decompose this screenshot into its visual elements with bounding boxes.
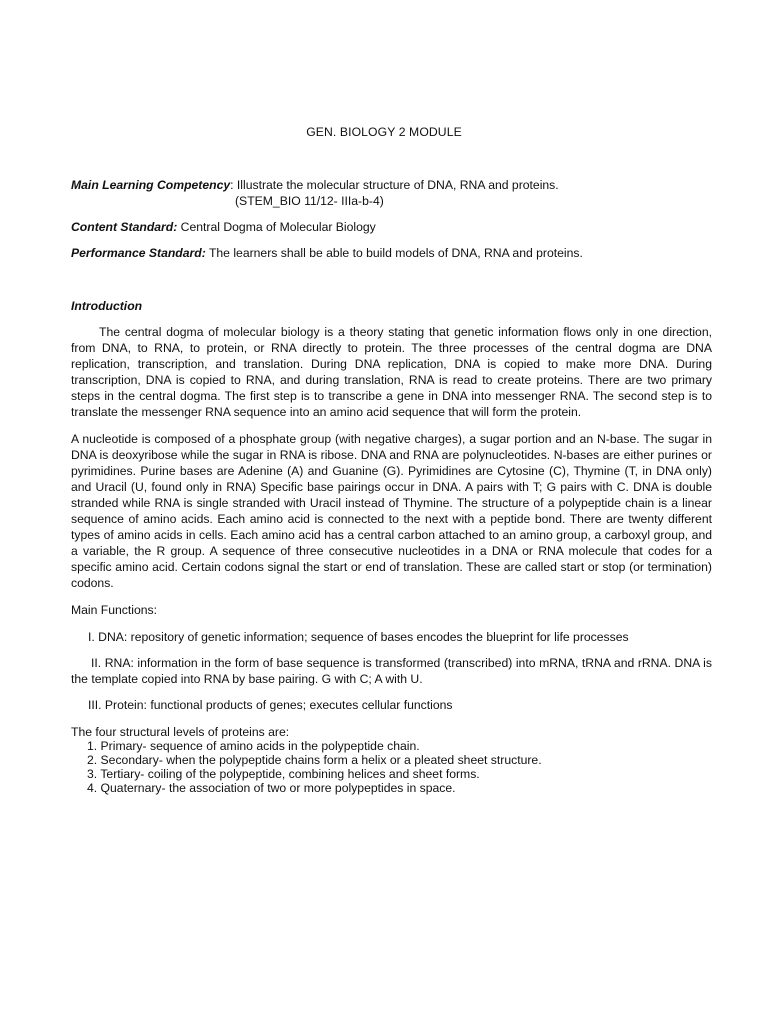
main-functions-heading: Main Functions: [71, 603, 158, 617]
performance-standard-text: The learners shall be able to build models of DNA, RNA and proteins. [205, 246, 583, 260]
competency-line [71, 177, 712, 193]
list-item: 1. Primary- sequence of amino acids in the polypeptide chain. [87, 739, 420, 753]
competency-section [71, 177, 712, 209]
performance-standard-label: Performance Standard: [71, 246, 206, 260]
function-dna: I. DNA: repository of genetic information; sequence of bases encodes the blueprint for life processes [88, 630, 629, 644]
protein-levels-section [71, 725, 712, 795]
competency-text: : Illustrate the molecular structure of DNA, RNA and proteins. [230, 178, 559, 192]
introduction-heading: Introduction [71, 299, 143, 313]
content-standard [71, 219, 712, 235]
list-item: 4. Quaternary- the association of two or more polypeptides in space. [87, 781, 456, 795]
content-standard-label: Content Standard: [71, 220, 178, 234]
list-item: 3. Tertiary- coiling of the polypeptide, combining helices and sheet forms. [87, 767, 480, 781]
competency-code: (STEM_BIO 11/12- IIIa-b-4) [235, 194, 384, 208]
protein-levels-list [71, 739, 712, 795]
function-protein: III. Protein: functional products of genes; executes cellular functions [88, 698, 453, 712]
list-item: 2. Secondary- when the polypeptide chains form a helix or a pleated sheet structure. [87, 753, 542, 767]
protein-levels-heading: The four structural levels of proteins are: [71, 725, 290, 739]
performance-standard [71, 245, 712, 261]
introduction-paragraph-1: The central dogma of molecular biology is a theory stating that genetic information flows only in one direction, from DNA, to RNA, to protein, or RNA directly to protein. The three processes of the central dogma are DNA replication, transcription, and translation. During DNA replication, DNA is copied to make more DNA. During transcription, DNA is copied to RNA, and during translation, RNA is read to create proteins. There are two primary steps in the central dogma. The first step is to transcribe a gene in DNA into messenger RNA. The second step is to translate the messenger RNA sequence into an amino acid sequence that will form the protein. [71, 325, 712, 419]
function-rna: II. RNA: information in the form of base sequence is transformed (transcribed) into mRNA, tRNA and rRNA. DNA is the template copied into RNA by base pairing. G with C; A with U. [71, 656, 712, 686]
competency-label: Main Learning Competency [71, 178, 231, 192]
module-title: GEN. BIOLOGY 2 MODULE [306, 125, 462, 139]
introduction-paragraph-2: A nucleotide is composed of a phosphate group (with negative charges), a sugar portion and an N-base. The sugar in DNA is deoxyribose while the sugar in RNA is ribose. DNA and RNA are polynucleotides. N-bases are either purines or pyrimidines. Purine bases are Adenine (A) and Guanine (G). Pyrimidines are Cytosine (C), Thymine (T, in DNA only) and Uracil (U, found only in RNA) Specific base pairings occur in DNA. A pairs with T; G pairs with C. DNA is double stranded while RNA is single stranded with Uracil instead of Thymine. The structure of a polypeptide chain is a linear sequence of amino acids. Each amino acid is connected to the next with a peptide bond. There are twenty different types of amino acids in cells. Each amino acid has a central carbon attached to an amino group, a carboxyl group, and a variable, the R group. A sequence of three consecutive nucleotides in a DNA or RNA molecule that codes for a specific amino acid. Certain codons signal the start or end of translation. These are called start or stop (or termination) codons. [71, 432, 712, 590]
content-standard-text: Central Dogma of Molecular Biology [177, 220, 376, 234]
